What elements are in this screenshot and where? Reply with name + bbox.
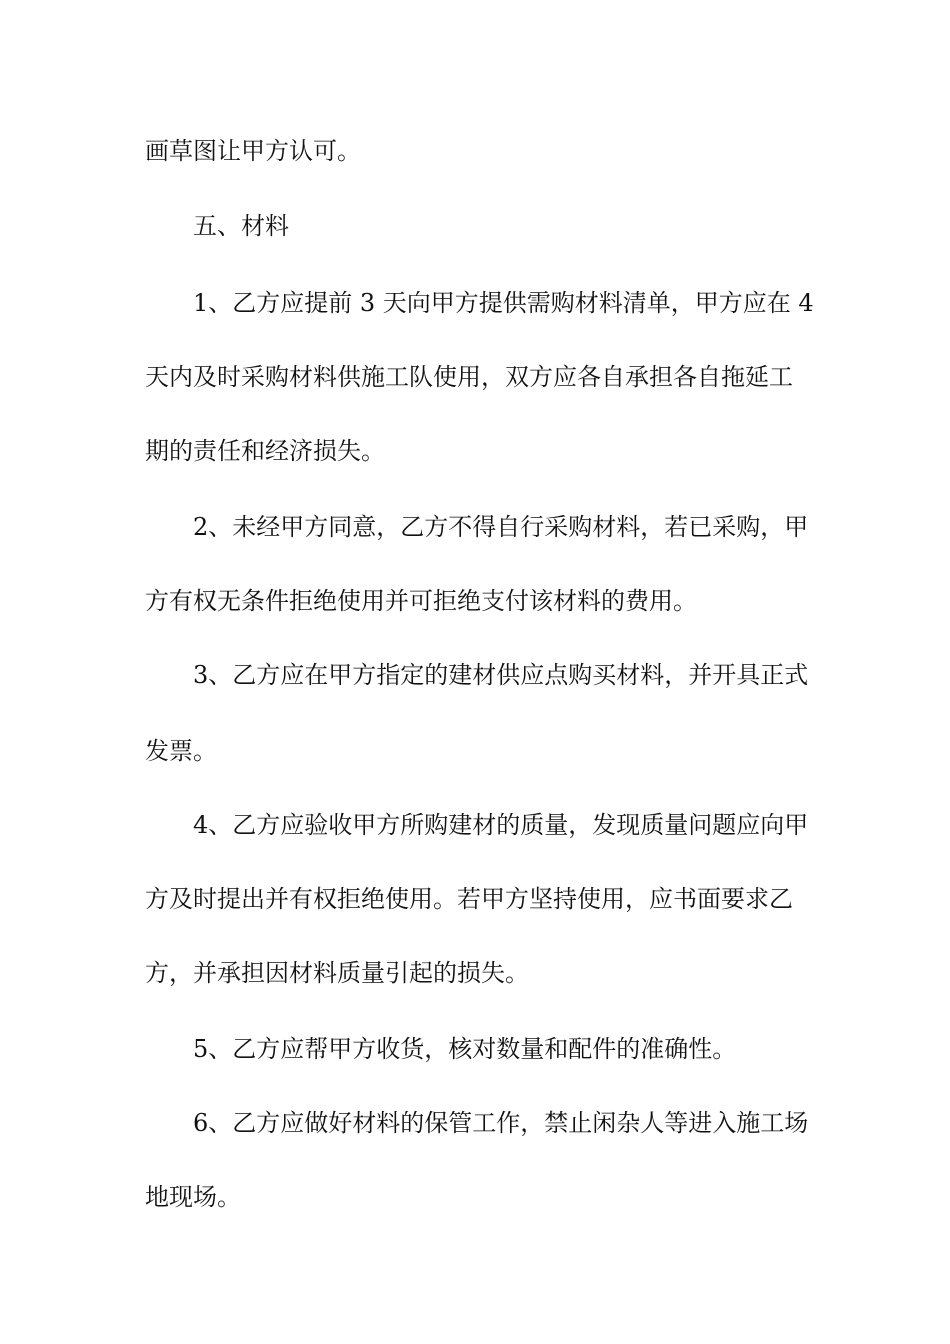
text-line [0, 731, 950, 771]
text-line [0, 879, 950, 919]
clause-1-line-3: 期的责任和经济损失。 [145, 437, 385, 465]
clause-6-line-1: 6、乙方应做好材料的保管工作，禁止闲杂人等进入施工场 [193, 1109, 809, 1137]
clause-3-line-2: 发票。 [145, 737, 217, 765]
clause-3-line-1: 3、乙方应在甲方指定的建材供应点购买材料，并开具正式 [193, 661, 809, 689]
paragraph-continuation: 画草图让甲方认可。 [145, 137, 361, 165]
text-line [0, 283, 950, 323]
text-line [0, 1177, 950, 1217]
text-line [0, 206, 950, 246]
text-line [0, 581, 950, 621]
clause-4-line-3: 方，并承担因材料质量引起的损失。 [145, 959, 529, 987]
text-line [0, 805, 950, 845]
clause-4-line-1: 4、乙方应验收甲方所购建材的质量，发现质量问题应向甲 [193, 811, 809, 839]
text-line [0, 131, 950, 171]
text-line [0, 431, 950, 471]
section-heading: 五、材料 [193, 212, 289, 240]
clause-2-line-1: 2、未经甲方同意，乙方不得自行采购材料，若已采购，甲 [193, 513, 809, 541]
text-line [0, 357, 950, 397]
clause-1-line-1: 1、乙方应提前 3 天向甲方提供需购材料清单，甲方应在 4 [193, 289, 814, 317]
clause-2-line-2: 方有权无条件拒绝使用并可拒绝支付该材料的费用。 [145, 587, 697, 615]
clause-1-line-2: 天内及时采购材料供施工队使用，双方应各自承担各自拖延工 [145, 363, 793, 391]
text-line [0, 1103, 950, 1143]
clause-5-line-1: 5、乙方应帮甲方收货，核对数量和配件的准确性。 [193, 1035, 737, 1063]
clause-4-line-2: 方及时提出并有权拒绝使用。若甲方坚持使用，应书面要求乙 [145, 885, 793, 913]
clause-6-line-2: 地现场。 [145, 1183, 241, 1211]
text-line [0, 507, 950, 547]
text-line [0, 655, 950, 695]
text-line [0, 953, 950, 993]
text-line [0, 1029, 950, 1069]
